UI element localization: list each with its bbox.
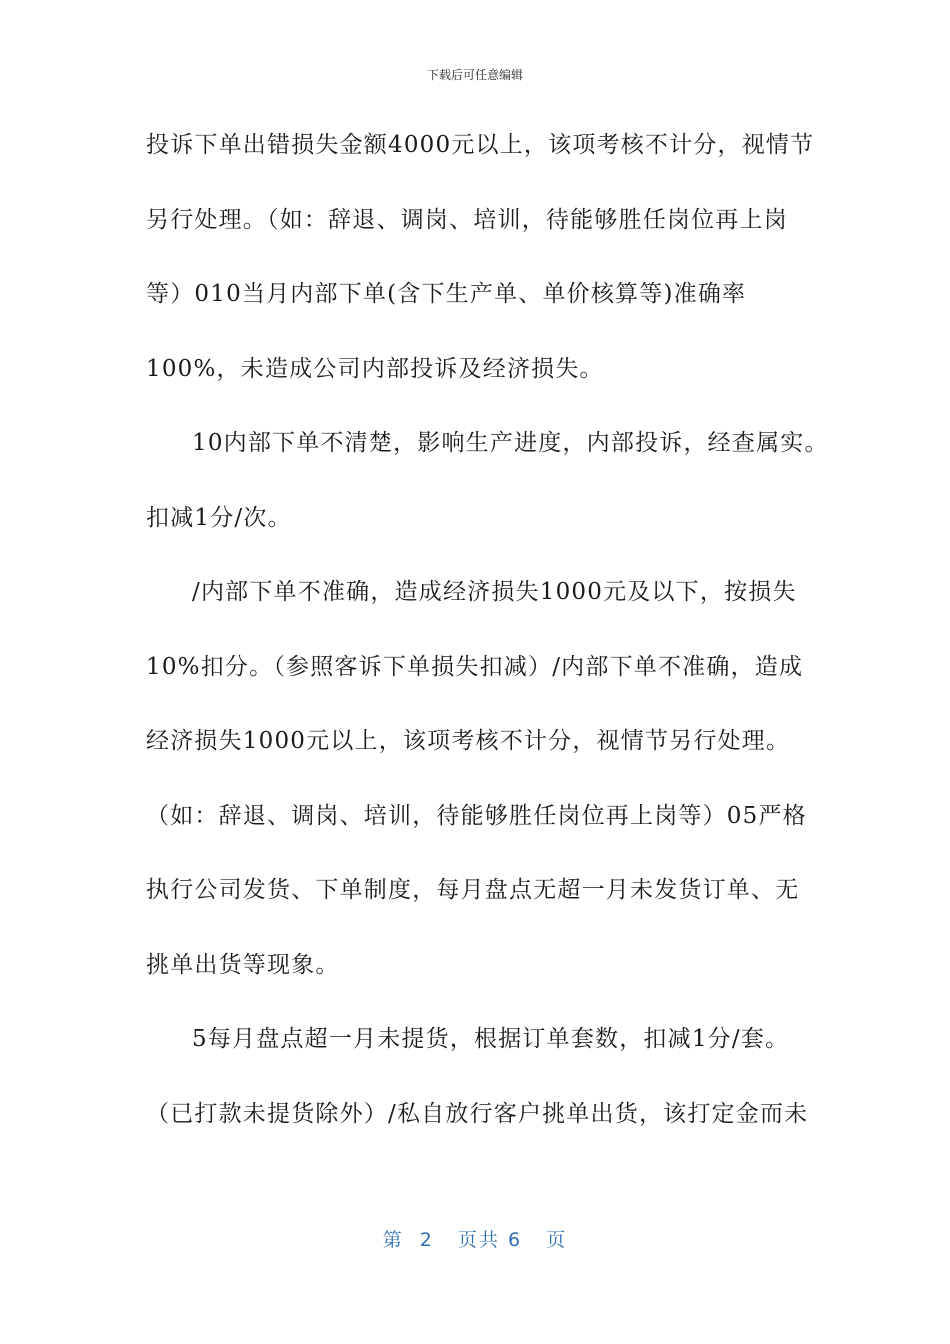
text-line: /内部下单不准确，造成经济损失1000元及以下，按损失 [192,579,797,605]
text-line: 10内部下单不清楚，影响生产进度，内部投诉，经查属实。 [192,430,829,456]
text-line: （已打款未提货除外）/私自放行客户挑单出货，该打定金而未 [146,1100,809,1127]
text-line: 5每月盘点超一月未提货，根据订单套数，扣减1分/套。 [192,1026,790,1052]
text-line: （如：辞退、调岗、培训，待能够胜任岗位再上岗等）05严格 [146,802,807,829]
text-line: 经济损失1000元以上，该项考核不计分，视情节另行处理。 [146,728,791,754]
text-line: 等）010当月内部下单(含下生产单、单价核算等)准确率 [146,281,747,307]
text-line: 投诉下单出错损失金额4000元以上，该项考核不计分，视情节 [146,132,815,158]
text-line: 挑单出货等现象。 [146,951,340,978]
text-line: 另行处理。（如：辞退、调岗、培训，待能够胜任岗位再上岗 [146,206,788,233]
page-header: 下载后可任意编辑 [426,68,523,82]
text-line: 100%，未造成公司内部投诉及经济损失。 [146,355,604,382]
text-line: 10%扣分。（参照客诉下单损失扣减）/内部下单不准确，造成 [146,653,804,680]
page-footer: 第 2 页共 6 页 [382,1229,568,1251]
document-body [146,118,829,1161]
text-line: 执行公司发货、下单制度，每月盘点无超一月未发货订单、无 [146,877,800,903]
text-line: 扣减1分/次。 [146,504,292,531]
